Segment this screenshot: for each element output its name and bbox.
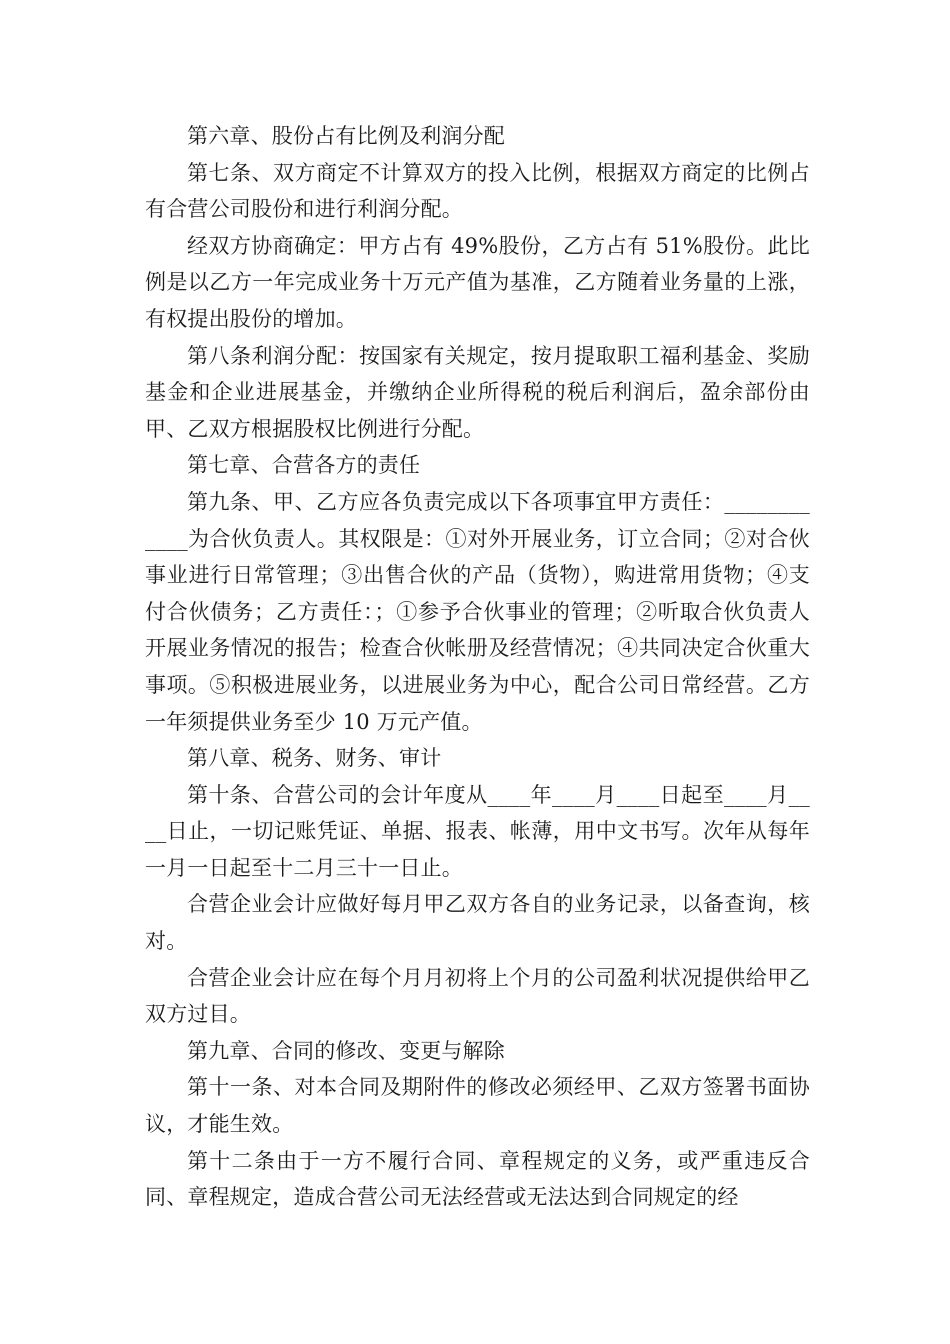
article-8-paragraph: 第八条利润分配：按国家有关规定，按月提取职工福利基金、奖励基金和企业进展基金，并缴纳企业所得税的税后利润后，盈余部份由甲、乙双方根据股权比例进行分配。 [145, 343, 810, 441]
document-page [145, 118, 810, 1216]
chapter-8-heading: 第八章、税务、财务、审计 [187, 746, 442, 771]
accounting-record-paragraph: 合营企业会计应做好每月甲乙双方各自的业务记录，以备查询，核对。 [145, 892, 810, 954]
chapter-9-heading: 第九章、合同的修改、变更与解除 [187, 1038, 505, 1063]
chapter-6-heading: 第六章、股份占有比例及利润分配 [187, 124, 505, 148]
article-7-paragraph: 第七条、双方商定不计算双方的投入比例，根据双方商定的比例占有合营公司股份和进行利润分配。 [145, 160, 810, 222]
share-ratio-paragraph: 经双方协商确定：甲方占有 49%股份，乙方占有 51%股份。此比例是以乙方一年完成业务十万元产值为基准，乙方随着业务量的上涨，有权提出股份的增加。 [145, 233, 810, 331]
monthly-report-paragraph: 合营企业会计应在每个月月初将上个月的公司盈利状况提供给甲乙双方过目。 [145, 965, 810, 1027]
article-11-paragraph: 第十一条、对本合同及期附件的修改必须经甲、乙双方签署书面协议，才能生效。 [145, 1075, 810, 1137]
article-12-paragraph: 第十二条由于一方不履行合同、章程规定的义务，或严重违反合同、章程规定，造成合营公司无法经营或无法达到合同规定的经 [145, 1148, 810, 1210]
chapter-7-heading: 第七章、合营各方的责任 [187, 453, 421, 478]
article-9-paragraph: 第九条、甲、乙方应各负责完成以下各项事宜甲方责任：____________为合伙负责人。其权限是：①对外开展业务，订立合同；②对合伙事业进行日常管理；③出售合伙的产品（货物），购进常用货物；④支付合伙债务；乙方责任：；①参予合伙事业的管理；②听取合伙负责人开展业务情况的报告；检查合伙帐册及经营情况；④共同决定合伙重大事项。⑤积极进展业务，以进展业务为中心，配合公司日常经营。乙方一年须提供业务至少 10 万元产值。 [145, 489, 810, 734]
article-10-paragraph: 第十条、合营公司的会计年度从____年____月____日起至____月____日止，一切记账凭证、单据、报表、帐薄，用中文书写。次年从每年一月一日起至十二月三十一日止。 [145, 782, 810, 880]
